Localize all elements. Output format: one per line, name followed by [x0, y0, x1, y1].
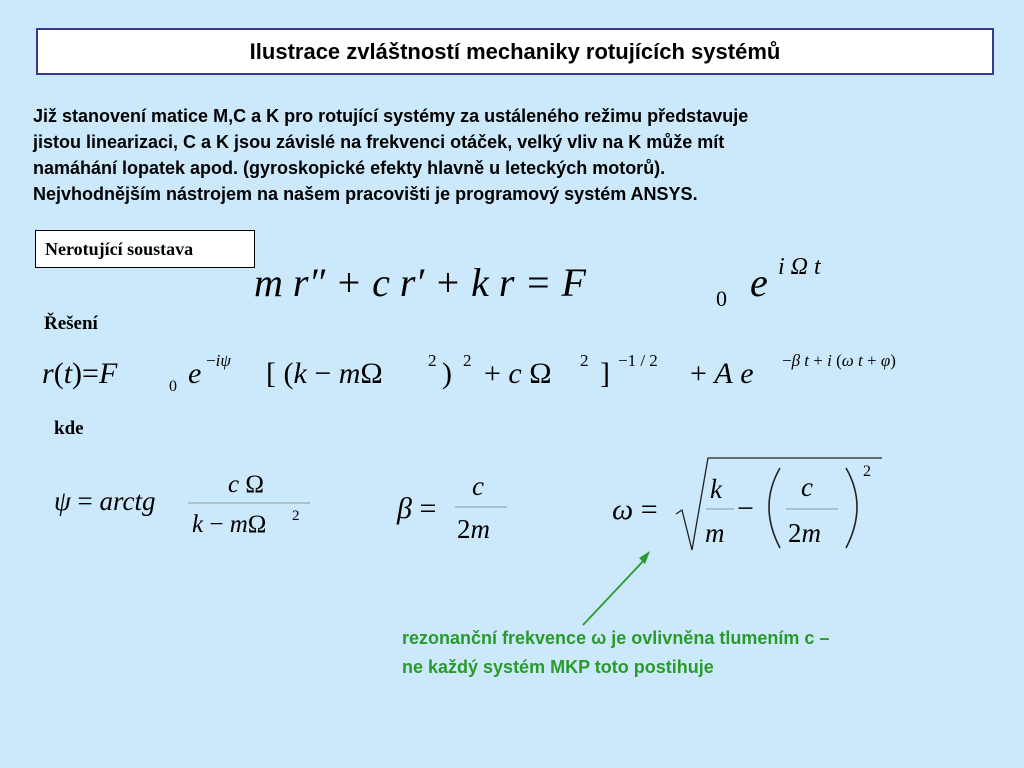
intro-line: Nejvhodnějším nástrojem na našem pracovišti je programový systém ANSYS.	[33, 184, 698, 204]
slide-title: Ilustrace zvláštností mechaniky rotujících systémů	[36, 28, 994, 75]
note-line: rezonanční frekvence ω je ovlivněna tlumením c –	[402, 628, 830, 648]
svg-text:2m: 2m	[788, 518, 821, 548]
svg-text:c: c	[801, 472, 813, 502]
where-label: kde	[54, 418, 84, 439]
svg-text:2: 2	[428, 351, 437, 370]
svg-text:[ (k − mΩ: [ (k − mΩ	[266, 357, 383, 390]
note-arrow	[575, 545, 665, 631]
svg-text:c Ω: c Ω	[228, 471, 264, 498]
svg-text:+ c Ω: + c Ω	[484, 357, 552, 390]
svg-text:m: m	[705, 518, 725, 548]
svg-text:−: −	[737, 492, 754, 525]
svg-text:0: 0	[716, 286, 727, 311]
svg-text:ψ = arctg: ψ = arctg	[54, 486, 156, 516]
note-line: ne každý systém MKP toto postihuje	[402, 657, 714, 677]
svg-text:2m: 2m	[457, 514, 490, 544]
beta-formula	[395, 466, 515, 550]
svg-text:): )	[442, 357, 452, 390]
svg-text:e: e	[750, 260, 768, 305]
svg-text:m r″ + c r′ + k r = F: m r″ + c r′ + k r = F	[254, 260, 586, 305]
svg-text:r(t)=F: r(t)=F	[42, 357, 118, 390]
svg-text:−β t + i (ω t + φ): −β t + i (ω t + φ)	[782, 351, 896, 370]
nonrotating-system-label: Nerotující soustava	[35, 230, 255, 268]
svg-text:k − mΩ: k − mΩ	[192, 511, 267, 538]
svg-text:]: ]	[600, 357, 610, 390]
resonance-note	[402, 624, 972, 682]
intro-paragraph	[33, 103, 993, 207]
svg-text:2: 2	[863, 463, 871, 480]
intro-line: jistou linearizaci, C a K jsou závislé na frekvenci otáček, velký vliv na K může mít	[33, 132, 725, 152]
svg-text:−1 / 2: −1 / 2	[618, 351, 658, 370]
svg-text:β =: β =	[397, 492, 437, 525]
intro-line: Již stanovení matice M,C a K pro rotující systémy za ustáleného režimu představuje	[33, 106, 749, 126]
svg-text:c: c	[472, 471, 484, 501]
solution-label: Řešení	[44, 313, 98, 334]
svg-text:i Ω t: i Ω t	[778, 254, 821, 280]
svg-text:ω =: ω =	[612, 493, 658, 526]
svg-text:e: e	[188, 357, 202, 390]
psi-formula	[52, 462, 322, 546]
svg-text:0: 0	[169, 378, 177, 395]
omega-formula	[610, 452, 890, 557]
svg-text:2: 2	[292, 508, 300, 524]
solution-equation	[38, 340, 958, 400]
svg-text:−iψ: −iψ	[206, 351, 231, 370]
svg-text:2: 2	[463, 351, 472, 370]
svg-text:k: k	[710, 474, 722, 504]
equation-of-motion	[250, 248, 850, 312]
svg-text:+ A e: + A e	[690, 357, 754, 390]
svg-text:2: 2	[580, 351, 589, 370]
intro-line: namáhání lopatek apod. (gyroskopické efekty hlavně u leteckých motorů).	[33, 158, 666, 178]
